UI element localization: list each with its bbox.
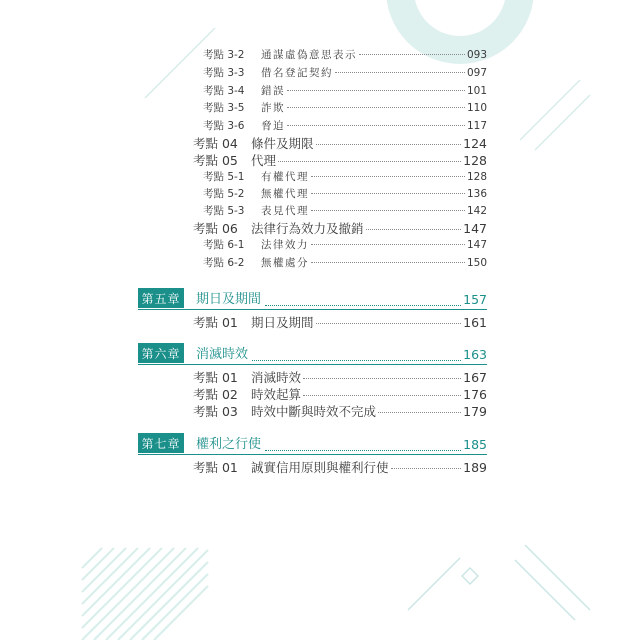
entry-code: 考點 3-4 [203,85,245,97]
entry-title: 無權代理 [261,188,309,200]
dot-leader [287,90,465,91]
toc-entry[interactable] [203,169,487,184]
entry-code: 考點 01 [193,460,238,475]
entry-page: 101 [466,85,487,97]
entry-title: 時效起算 [251,387,302,402]
entry-page: 117 [466,120,487,132]
chapter-title: 期日及期間 [196,292,262,307]
dot-leader [311,244,465,245]
entry-code: 考點 3-2 [203,49,245,61]
toc-entry[interactable] [193,368,487,386]
chapter-underline [138,454,487,455]
chapter-heading[interactable] [138,433,487,453]
toc-entry[interactable] [193,219,487,237]
chapter-badge: 第七章 [138,433,184,453]
entry-title: 通謀虛偽意思表示 [261,49,357,61]
toc-entry[interactable] [203,100,487,115]
dot-leader [287,125,465,126]
entry-code: 考點 02 [193,387,238,402]
entry-title: 時效中斷與時效不完成 [251,404,377,419]
entry-title: 代理 [251,153,277,168]
toc-entry[interactable] [203,255,487,270]
entry-page: 147 [463,221,487,236]
entry-title: 表見代理 [261,205,309,217]
toc-entry[interactable] [193,458,487,476]
entry-title: 消滅時效 [251,370,302,385]
entry-page: 136 [466,188,487,200]
toc-entry[interactable] [193,134,487,152]
chapter-heading[interactable] [138,343,487,363]
entry-title: 無權處分 [261,257,309,269]
toc-entry[interactable] [193,402,487,420]
entry-title: 錯誤 [261,85,285,97]
toc-entry[interactable] [193,313,487,331]
entry-page: 179 [463,404,487,419]
entry-title: 法律效力 [261,239,309,251]
entry-code: 考點 5-3 [203,205,245,217]
chapter-heading[interactable] [138,288,487,308]
toc-entry[interactable] [203,65,487,80]
entry-page: 189 [463,460,487,475]
entry-code: 考點 06 [193,221,238,236]
entry-page: 097 [466,67,487,79]
entry-code: 考點 05 [193,153,238,168]
dot-leader [391,468,462,469]
entry-title: 法律行為效力及撤銷 [251,221,364,236]
entry-code: 考點 03 [193,404,238,419]
dot-leader [366,229,462,230]
entry-code: 考點 6-2 [203,257,245,269]
dot-leader [359,54,465,55]
chapter-title: 消滅時效 [196,347,249,362]
chapter-badge: 第六章 [138,343,184,363]
entry-page: 167 [463,370,487,385]
entry-title: 條件及期限 [251,136,314,151]
dot-leader [265,450,461,451]
toc-entry[interactable] [203,118,487,133]
entry-page: 110 [466,102,487,114]
entry-code: 考點 5-2 [203,188,245,200]
chapter-page: 185 [463,437,487,452]
entry-page: 150 [466,257,487,269]
dot-leader [303,378,461,379]
entry-page: 142 [466,205,487,217]
entry-code: 考點 3-6 [203,120,245,132]
dot-leader [311,210,465,211]
dot-leader [335,72,465,73]
toc-entry[interactable] [203,47,487,62]
dot-leader [378,412,461,413]
chapter-underline [138,309,487,310]
entry-code: 考點 01 [193,315,238,330]
entry-title: 借名登記契約 [261,67,333,79]
entry-page: 147 [466,239,487,251]
entry-page: 161 [463,315,487,330]
toc-entry[interactable] [203,186,487,201]
chapter-title: 權利之行使 [196,437,262,452]
dot-leader [316,144,462,145]
entry-code: 考點 3-5 [203,102,245,114]
entry-page: 128 [466,171,487,183]
entry-code: 考點 5-1 [203,171,245,183]
chapter-page: 157 [463,292,487,307]
entry-page: 128 [463,153,487,168]
toc-entry[interactable] [193,385,487,403]
entry-code: 考點 04 [193,136,238,151]
dot-leader [287,107,465,108]
entry-title: 脅迫 [261,120,285,132]
toc-entry[interactable] [203,203,487,218]
entry-title: 有權代理 [261,171,309,183]
dot-leader [316,323,462,324]
dot-leader [303,395,461,396]
entry-title: 詐欺 [261,102,285,114]
entry-code: 考點 3-3 [203,67,245,79]
dot-leader [252,360,461,361]
chapter-page: 163 [463,347,487,362]
toc-entry[interactable] [203,83,487,98]
entry-code: 考點 01 [193,370,238,385]
entry-page: 124 [463,136,487,151]
toc-entry[interactable] [193,151,487,169]
dot-leader [278,161,461,162]
dot-leader [311,193,465,194]
dot-leader [265,305,461,306]
entry-page: 176 [463,387,487,402]
entry-title: 誠實信用原則與權利行使 [251,460,389,475]
chapter-underline [138,364,487,365]
chapter-badge: 第五章 [138,288,184,308]
dot-leader [311,262,465,263]
dot-leader [311,176,465,177]
entry-title: 期日及期間 [251,315,314,330]
entry-page: 093 [466,49,487,61]
toc-entry[interactable] [203,237,487,252]
entry-code: 考點 6-1 [203,239,245,251]
